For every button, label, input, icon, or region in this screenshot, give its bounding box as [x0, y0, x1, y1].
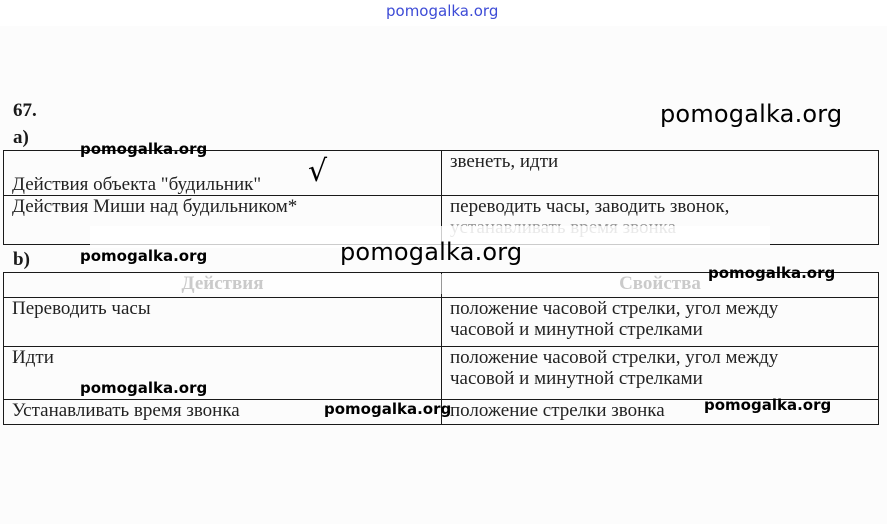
cell-text: положение стрелки звонка — [450, 400, 665, 421]
table-cell — [4, 298, 442, 347]
watermark-small: pomogalka.org — [324, 400, 452, 418]
cell-text: Действия Миши над будильником* — [12, 196, 298, 217]
watermark-small: pomogalka.org — [708, 264, 836, 282]
site-watermark-top[interactable]: pomogalka.org — [386, 2, 499, 20]
watermark-small: pomogalka.org — [80, 379, 208, 397]
watermark-small: pomogalka.org — [80, 247, 208, 265]
part-a-label: a) — [13, 127, 29, 148]
part-b-label: b) — [13, 249, 30, 270]
cell-text: Переводить часы — [12, 298, 151, 319]
cell-text: Устанавливать время звонка — [12, 400, 240, 421]
exercise-number: 67. — [13, 100, 37, 121]
watermark-small: pomogalka.org — [704, 396, 832, 414]
cell-text-line: часовой и минутной стрелками — [450, 319, 703, 340]
table-row — [4, 298, 879, 347]
watermark-big-center: pomogalka.org — [340, 238, 523, 266]
cell-text-line: положение часовой стрелки, угол между — [450, 298, 779, 319]
cell-text: Действия объекта "будильник" — [12, 174, 262, 195]
watermark-small: pomogalka.org — [80, 140, 208, 158]
cell-text-line: переводить часы, заводить звонок, — [450, 196, 730, 217]
cell-text: Идти — [12, 347, 54, 368]
table-cell — [442, 347, 879, 400]
scan-smudge — [110, 274, 750, 294]
cell-text: звенеть, идти — [450, 151, 559, 172]
cell-text-line: положение часовой стрелки, угол между — [450, 347, 779, 368]
table-cell — [442, 298, 879, 347]
table-cell — [442, 151, 879, 196]
watermark-big-right: pomogalka.org — [660, 100, 843, 128]
table-cell — [4, 151, 442, 196]
cell-text-line: часовой и минутной стрелками — [450, 368, 703, 389]
checkmark-icon: √ — [308, 154, 328, 189]
table-cell — [4, 347, 442, 400]
